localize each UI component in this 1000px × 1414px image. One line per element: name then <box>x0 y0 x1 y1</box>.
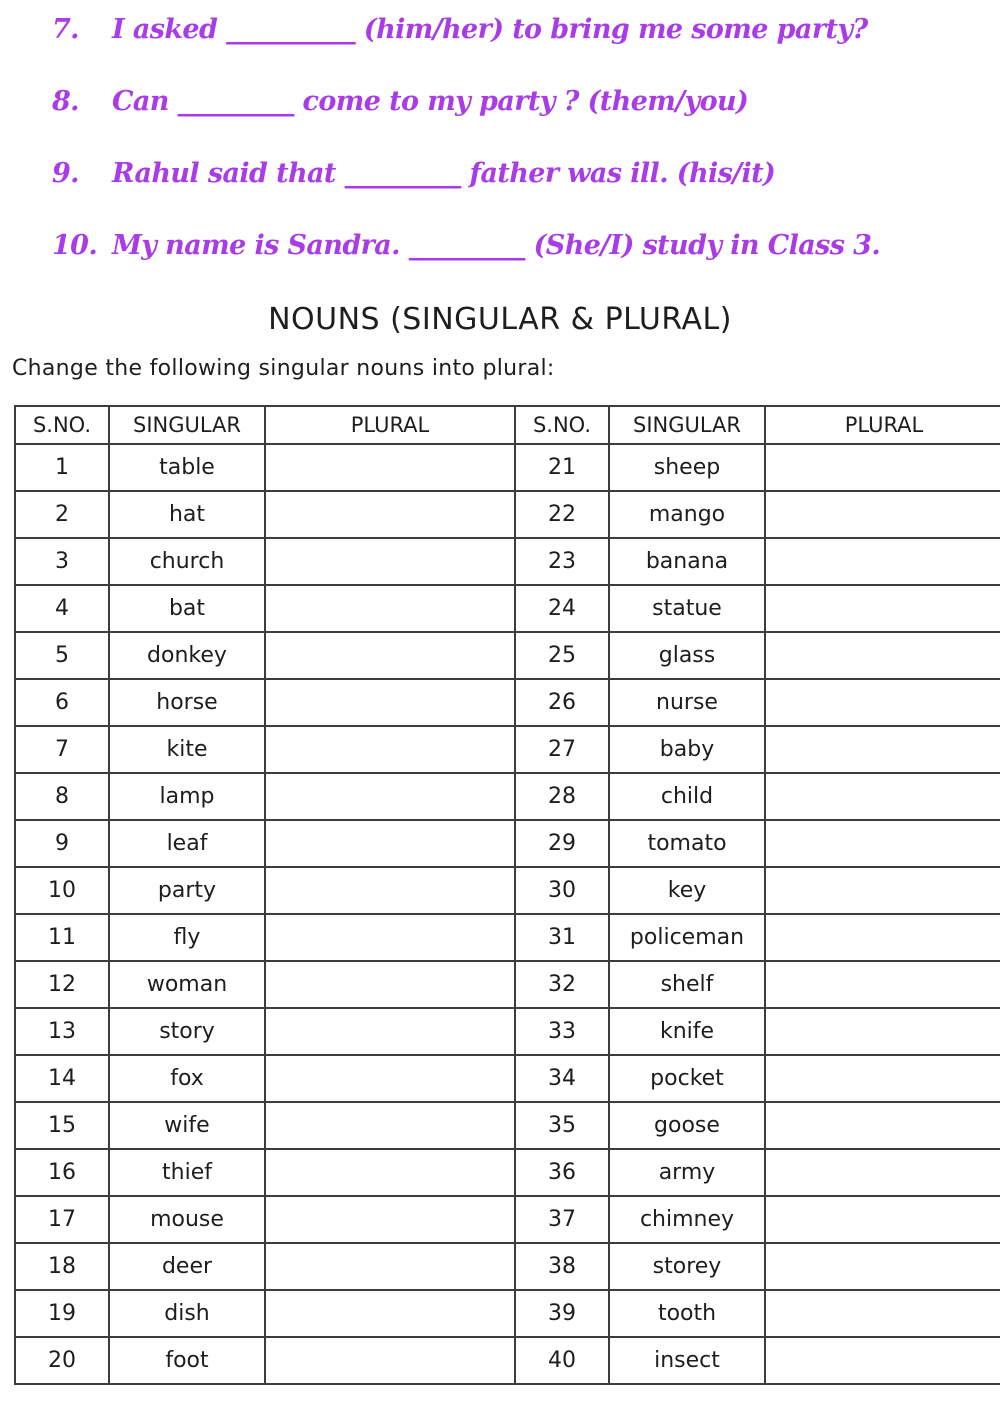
sno-cell: 14 <box>15 1055 109 1102</box>
plural-answer-cell[interactable] <box>265 679 515 726</box>
plural-answer-cell[interactable] <box>765 538 1000 585</box>
singular-cell: key <box>609 867 765 914</box>
table-row <box>15 867 1000 914</box>
table-row <box>15 585 1000 632</box>
sno-cell: 26 <box>515 679 609 726</box>
instruction-text: Change the following singular nouns into plural: <box>12 356 555 381</box>
plural-answer-cell[interactable] <box>265 444 515 491</box>
question-text: Can _________ come to my party ? (them/you) <box>112 86 749 117</box>
singular-cell: glass <box>609 632 765 679</box>
sno-cell: 3 <box>15 538 109 585</box>
question-text: My name is Sandra. _________ (She/I) study in Class 3. <box>112 230 881 261</box>
question-number: 7. <box>52 14 79 45</box>
table-row <box>15 820 1000 867</box>
sno-cell: 20 <box>15 1337 109 1384</box>
header-sno-right: S.NO. <box>515 406 609 444</box>
sno-cell: 36 <box>515 1149 609 1196</box>
plural-answer-cell[interactable] <box>265 1008 515 1055</box>
singular-cell: mango <box>609 491 765 538</box>
plural-answer-cell[interactable] <box>765 1149 1000 1196</box>
sno-cell: 27 <box>515 726 609 773</box>
singular-cell: child <box>609 773 765 820</box>
singular-cell: donkey <box>109 632 265 679</box>
plural-answer-cell[interactable] <box>265 1290 515 1337</box>
table-header-row <box>15 406 1000 444</box>
table-row <box>15 1102 1000 1149</box>
plural-answer-cell[interactable] <box>265 585 515 632</box>
singular-cell: statue <box>609 585 765 632</box>
plural-answer-cell[interactable] <box>765 1290 1000 1337</box>
sno-cell: 1 <box>15 444 109 491</box>
singular-cell: woman <box>109 961 265 1008</box>
sno-cell: 37 <box>515 1196 609 1243</box>
singular-cell: baby <box>609 726 765 773</box>
plural-answer-cell[interactable] <box>265 1196 515 1243</box>
singular-cell: fox <box>109 1055 265 1102</box>
sno-cell: 34 <box>515 1055 609 1102</box>
singular-cell: sheep <box>609 444 765 491</box>
sno-cell: 38 <box>515 1243 609 1290</box>
plural-answer-cell[interactable] <box>765 773 1000 820</box>
table-row <box>15 632 1000 679</box>
header-singular-right: SINGULAR <box>609 406 765 444</box>
singular-cell: leaf <box>109 820 265 867</box>
sno-cell: 21 <box>515 444 609 491</box>
header-plural-right: PLURAL <box>765 406 1000 444</box>
plural-answer-cell[interactable] <box>765 1102 1000 1149</box>
plural-answer-cell[interactable] <box>265 867 515 914</box>
singular-cell: shelf <box>609 961 765 1008</box>
table-row <box>15 1055 1000 1102</box>
plural-answer-cell[interactable] <box>765 679 1000 726</box>
sno-cell: 29 <box>515 820 609 867</box>
table-row <box>15 1008 1000 1055</box>
header-sno-left: S.NO. <box>15 406 109 444</box>
singular-cell: tomato <box>609 820 765 867</box>
sno-cell: 7 <box>15 726 109 773</box>
sno-cell: 40 <box>515 1337 609 1384</box>
singular-cell: policeman <box>609 914 765 961</box>
plural-answer-cell[interactable] <box>765 867 1000 914</box>
singular-cell: lamp <box>109 773 265 820</box>
singular-cell: kite <box>109 726 265 773</box>
singular-cell: wife <box>109 1102 265 1149</box>
plural-answer-cell[interactable] <box>765 1243 1000 1290</box>
singular-cell: knife <box>609 1008 765 1055</box>
plural-answer-cell[interactable] <box>765 1055 1000 1102</box>
table-row <box>15 1243 1000 1290</box>
question-number: 8. <box>52 86 79 117</box>
plural-answer-cell[interactable] <box>765 632 1000 679</box>
singular-cell: deer <box>109 1243 265 1290</box>
sno-cell: 30 <box>515 867 609 914</box>
sno-cell: 24 <box>515 585 609 632</box>
singular-cell: horse <box>109 679 265 726</box>
plural-answer-cell[interactable] <box>265 491 515 538</box>
singular-cell: pocket <box>609 1055 765 1102</box>
table-row <box>15 538 1000 585</box>
nouns-table <box>14 405 1000 1385</box>
question-7 <box>52 14 868 54</box>
plural-answer-cell[interactable] <box>765 1196 1000 1243</box>
question-text: I asked __________ (him/her) to bring me some party? <box>112 14 868 45</box>
plural-answer-cell[interactable] <box>765 491 1000 538</box>
table-row <box>15 1337 1000 1384</box>
singular-cell: church <box>109 538 265 585</box>
plural-answer-cell[interactable] <box>265 961 515 1008</box>
header-plural-left: PLURAL <box>265 406 515 444</box>
sno-cell: 33 <box>515 1008 609 1055</box>
singular-cell: mouse <box>109 1196 265 1243</box>
plural-answer-cell[interactable] <box>265 773 515 820</box>
table-row <box>15 726 1000 773</box>
sno-cell: 8 <box>15 773 109 820</box>
plural-answer-cell[interactable] <box>765 444 1000 491</box>
plural-answer-cell[interactable] <box>765 961 1000 1008</box>
table-row <box>15 444 1000 491</box>
plural-answer-cell[interactable] <box>265 1337 515 1384</box>
singular-cell: thief <box>109 1149 265 1196</box>
singular-cell: tooth <box>609 1290 765 1337</box>
sno-cell: 19 <box>15 1290 109 1337</box>
table-row <box>15 961 1000 1008</box>
singular-cell: banana <box>609 538 765 585</box>
header-singular-left: SINGULAR <box>109 406 265 444</box>
sno-cell: 39 <box>515 1290 609 1337</box>
plural-answer-cell[interactable] <box>265 914 515 961</box>
sno-cell: 28 <box>515 773 609 820</box>
table-row <box>15 773 1000 820</box>
singular-cell: storey <box>609 1243 765 1290</box>
sno-cell: 15 <box>15 1102 109 1149</box>
section-heading: NOUNS (SINGULAR & PLURAL) <box>268 302 732 337</box>
sno-cell: 2 <box>15 491 109 538</box>
question-8 <box>52 86 748 126</box>
plural-answer-cell[interactable] <box>265 820 515 867</box>
sno-cell: 9 <box>15 820 109 867</box>
question-10 <box>52 230 880 270</box>
singular-cell: fly <box>109 914 265 961</box>
sno-cell: 4 <box>15 585 109 632</box>
sno-cell: 32 <box>515 961 609 1008</box>
singular-cell: insect <box>609 1337 765 1384</box>
plural-answer-cell[interactable] <box>265 1243 515 1290</box>
table-row <box>15 679 1000 726</box>
plural-answer-cell[interactable] <box>765 585 1000 632</box>
plural-answer-cell[interactable] <box>265 726 515 773</box>
sno-cell: 11 <box>15 914 109 961</box>
sno-cell: 16 <box>15 1149 109 1196</box>
singular-cell: party <box>109 867 265 914</box>
singular-cell: hat <box>109 491 265 538</box>
singular-cell: story <box>109 1008 265 1055</box>
question-9 <box>52 158 775 198</box>
singular-cell: dish <box>109 1290 265 1337</box>
table-row <box>15 491 1000 538</box>
plural-answer-cell[interactable] <box>765 1008 1000 1055</box>
plural-answer-cell[interactable] <box>265 1102 515 1149</box>
plural-answer-cell[interactable] <box>765 914 1000 961</box>
sno-cell: 31 <box>515 914 609 961</box>
singular-cell: goose <box>609 1102 765 1149</box>
sno-cell: 6 <box>15 679 109 726</box>
table-row <box>15 1149 1000 1196</box>
singular-cell: table <box>109 444 265 491</box>
sno-cell: 12 <box>15 961 109 1008</box>
singular-cell: army <box>609 1149 765 1196</box>
plural-answer-cell[interactable] <box>765 1337 1000 1384</box>
singular-cell: chimney <box>609 1196 765 1243</box>
sno-cell: 13 <box>15 1008 109 1055</box>
plural-answer-cell[interactable] <box>265 538 515 585</box>
singular-cell: nurse <box>609 679 765 726</box>
singular-cell: bat <box>109 585 265 632</box>
sno-cell: 23 <box>515 538 609 585</box>
sno-cell: 25 <box>515 632 609 679</box>
question-number: 9. <box>52 158 79 189</box>
table-row <box>15 1290 1000 1337</box>
question-number: 10. <box>52 230 98 261</box>
sno-cell: 17 <box>15 1196 109 1243</box>
sno-cell: 5 <box>15 632 109 679</box>
singular-cell: foot <box>109 1337 265 1384</box>
plural-answer-cell[interactable] <box>265 1055 515 1102</box>
sno-cell: 18 <box>15 1243 109 1290</box>
table-row <box>15 914 1000 961</box>
plural-answer-cell[interactable] <box>765 726 1000 773</box>
plural-answer-cell[interactable] <box>265 632 515 679</box>
plural-answer-cell[interactable] <box>265 1149 515 1196</box>
sno-cell: 22 <box>515 491 609 538</box>
sno-cell: 35 <box>515 1102 609 1149</box>
plural-answer-cell[interactable] <box>765 820 1000 867</box>
table-row <box>15 1196 1000 1243</box>
question-text: Rahul said that _________ father was ill. (his/it) <box>112 158 776 189</box>
sno-cell: 10 <box>15 867 109 914</box>
